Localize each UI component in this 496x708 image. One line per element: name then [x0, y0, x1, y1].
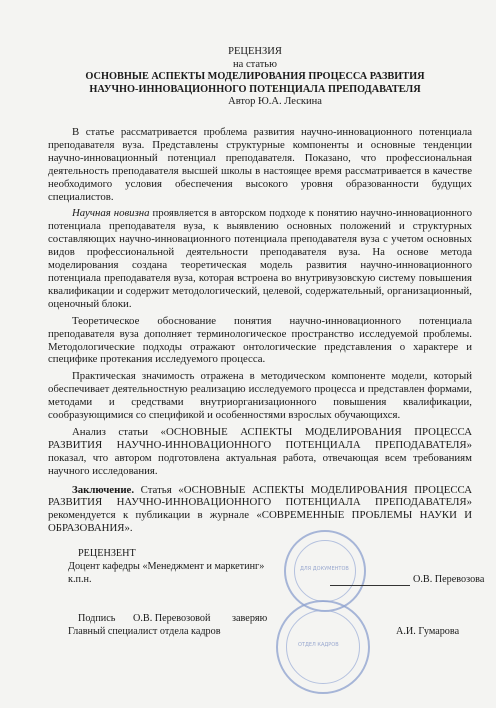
- certifier-position: Главный специалист отдела кадров: [68, 626, 221, 637]
- article-author: Автор Ю.А. Лескина: [228, 96, 322, 108]
- document-subtitle: на статью: [233, 58, 277, 70]
- certifier-name: А.И. Гумарова: [396, 626, 460, 637]
- article-title-line-1: ОСНОВНЫЕ АСПЕКТЫ МОДЕЛИРОВАНИЯ ПРОЦЕССА РАЗВИТИЯ: [85, 71, 425, 83]
- signature-name: О.В. Перевозовой: [133, 613, 211, 624]
- stamp-lower: ОТДЕЛ КАДРОВ: [276, 600, 370, 694]
- conclusion-text: Статья «ОСНОВНЫЕ АСПЕКТЫ МОДЕЛИРОВАНИЯ ПРОЦЕССА РАЗВИТИЯ НАУЧНО-ИННОВАЦИОННОГО ПОТЕНЦИАЛА ПРЕПОДАВАТЕЛЯ» рекомендуется к публикации в журнале «СОВРЕМЕННЫЕ ПРОБЛЕМЫ НАУКИ И ОБРАЗОВАНИЯ».: [48, 483, 472, 535]
- conclusion-lead: Заключение.: [72, 483, 135, 496]
- reviewer-position: Доцент кафедры «Менеджмент и маркетинг»: [68, 561, 265, 572]
- reviewer-degree: к.п.н.: [68, 574, 92, 585]
- paragraph-theory: Теоретическое обоснование понятия научно-инновационного потенциала преподавателя вуза дополняет терминологическое пространство исследуемой проблемы. Методологические подходы отражают онтологические представления о характере и специфике протекания исследуемого процесса.: [48, 314, 472, 366]
- novelty-text: проявляется в авторском подходе к понятию научно-инновационного потенциала преподавателя вуза, к выявлению основных положений и структурных составляющих научно-инновационного потенциала преподавателя вуза с учетом основных видов профессиональной деятельности преподавателя вуза. На основе метода моделирования создана теоретическая модель развития научно-инновационного потенциала преподавателя вуза, которая встроена во внутривузовскую систему повышения квалификации и содержит методологический, целевой, содержательный, организационный, оценочный блоки.: [48, 207, 472, 310]
- novelty-lead: Научная новизна: [72, 207, 150, 220]
- signature-label: Подпись: [78, 613, 116, 624]
- reviewer-name: О.В. Перевозова: [413, 574, 485, 585]
- article-title-line-2: НАУЧНО-ИННОВАЦИОННОГО ПОТЕНЦИАЛА ПРЕПОДАВАТЕЛЯ: [89, 83, 421, 95]
- paragraph-problem: В статье рассматривается проблема развития научно-инновационного потенциала преподавателя вуза. Представлены структурные компоненты и основные тенденции научно-инновационный потенциал преподавателя. Показано, что профессиональная деятельность преподавателя высшей школы в настоящее время рассматривается в качестве необходимого условия обеспечения высокого уровня образованности будущих специалистов.: [48, 126, 472, 203]
- paragraph-conclusion: [48, 484, 472, 536]
- reviewer-label: РЕЦЕНЗЕНТ: [78, 548, 136, 559]
- document-header: [40, 46, 470, 109]
- paragraph-practice: Практическая значимость отражена в методическом компоненте модели, который обеспечивает деятельностную реализацию исследуемого процесса и представлен формами, методами и средствами внутриорганизационного повышения квалификации, сообразующимися со спецификой и особенностями взрослых обучающихся.: [48, 370, 472, 422]
- signature-line: [330, 585, 410, 586]
- paragraph-novelty: [48, 207, 472, 310]
- stamp-upper: ДЛЯ ДОКУМЕНТОВ: [284, 530, 366, 612]
- paragraph-analysis: Анализ статьи «ОСНОВНЫЕ АСПЕКТЫ МОДЕЛИРОВАНИЯ ПРОЦЕССА РАЗВИТИЯ НАУЧНО-ИННОВАЦИОННОГО ПОТЕНЦИАЛА ПРЕПОДАВАТЕЛЯ» показал, что автором подготовлена актуальная работа, отвечающая всем требованиям научного исследования.: [48, 425, 472, 477]
- certify-text: заверяю: [232, 613, 268, 624]
- document-title: РЕЦЕНЗИЯ: [228, 46, 282, 57]
- review-body: [48, 126, 472, 539]
